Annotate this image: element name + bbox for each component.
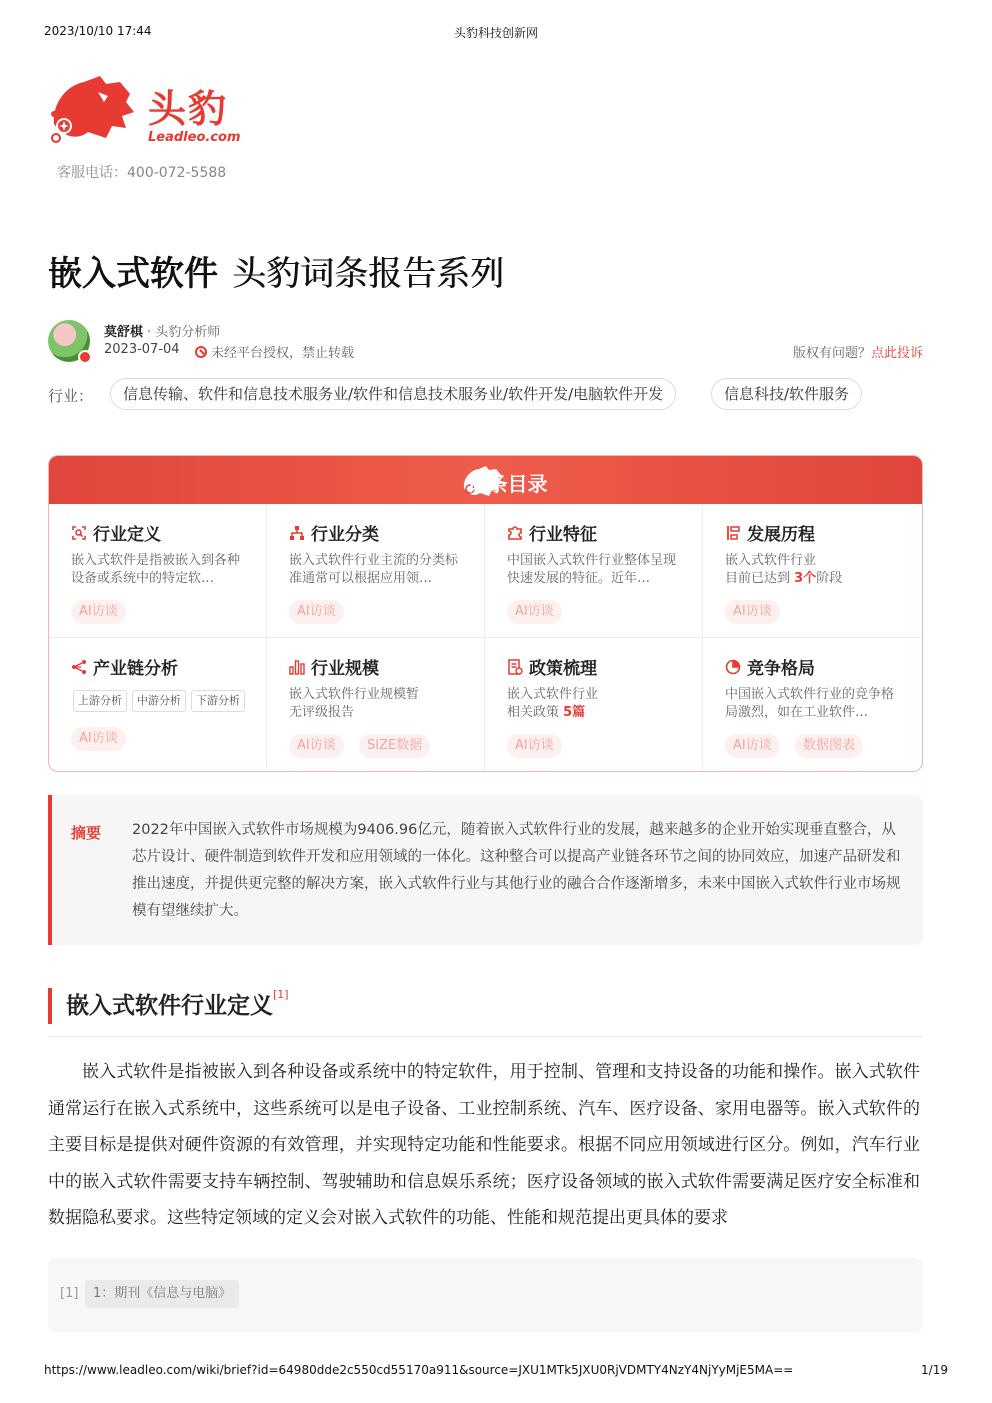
- section-title: [48, 988, 289, 1024]
- policy-count: 5篇: [563, 705, 586, 720]
- references-box: [48, 1258, 923, 1332]
- abstract-box: [48, 795, 923, 945]
- pie-chart-icon: [725, 659, 741, 675]
- midstream-analysis-tag[interactable]: 中游分析: [132, 690, 186, 712]
- toc-item-definition[interactable]: [49, 504, 267, 638]
- toc-title: 词条目录: [467, 472, 548, 496]
- toc-item-desc: 中国嵌入式软件行业整体呈现快速发展的特征。近年…: [507, 553, 677, 586]
- toc-item-title: 政策梳理: [529, 659, 597, 679]
- rights-notice-text: 未经平台授权，禁止转载: [211, 346, 355, 361]
- author-name[interactable]: 莫舒棋: [104, 325, 144, 340]
- print-footer: [44, 1363, 948, 1379]
- rights-notice: [195, 342, 354, 361]
- table-of-contents: [48, 455, 923, 772]
- brand-name-cn: 头豹: [148, 87, 229, 131]
- stage-count: 3个: [794, 571, 817, 586]
- ai-interview-tag[interactable]: AI访谈: [289, 600, 344, 624]
- definition-paragraph: 嵌入式软件是指被嵌入到各种设备或系统中的特定软件，用于控制、管理和支持设备的功能和操作。嵌入式软件通常运行在嵌入式系统中，这些系统可以是电子设备、工业控制系统、汽车、医疗设备、家用电器等。嵌入式软件的主要目标是提供对硬件资源的有效管理，并实现特定功能和性能要求。根据不同应用领域进行区分。例如，汽车行业中的嵌入式软件需要支持车辆控制、驾驶辅助和信息娱乐系统；医疗设备领域的嵌入式软件需要满足医疗安全标准和数据隐私要求。这些特定领域的定义会对嵌入式软件的功能、性能和规范提出更具体的要求: [48, 1062, 920, 1228]
- toc-item-title: 行业规模: [311, 659, 379, 679]
- toc-item-desc-line: 嵌入式软件行业: [507, 687, 599, 702]
- ai-interview-tag[interactable]: AI访谈: [507, 600, 562, 624]
- verified-badge-icon: [78, 350, 92, 364]
- toc-item-title: 行业分类: [311, 525, 379, 545]
- toc-item-desc: [725, 552, 905, 588]
- search-document-icon: [71, 525, 87, 541]
- leadleo-logo[interactable]: [48, 72, 248, 152]
- report-title-series: 头豹词条报告系列: [232, 254, 504, 294]
- reference-number: [1]: [60, 1286, 79, 1301]
- print-header: [44, 24, 948, 42]
- toc-item-desc: [507, 686, 687, 722]
- hierarchy-icon: [289, 525, 305, 541]
- upstream-analysis-tag[interactable]: 上游分析: [73, 690, 127, 712]
- toc-item-title: 产业链分析: [93, 659, 178, 679]
- toc-header: [49, 456, 922, 504]
- author-role: · 头豹分析师: [147, 325, 221, 340]
- page-number: 1/19: [921, 1363, 948, 1377]
- toc-item-title: 行业特征: [529, 525, 597, 545]
- section-divider: [48, 1036, 923, 1037]
- ai-interview-tag[interactable]: AI访谈: [71, 600, 126, 624]
- toc-item-desc: 中国嵌入式软件行业的竞争格局激烈，如在工业软件…: [725, 687, 895, 720]
- toc-item-title: 行业定义: [93, 525, 161, 545]
- toc-grid: [49, 504, 923, 772]
- service-hotline: 客服电话：400-072-5588: [57, 165, 227, 181]
- page-url: https://www.leadleo.com/wiki/brief?id=64980dde2c550cd55170a911&source=JXU1MTk5JXU0RjVDMTY4NzY4NjYyMjE5MA==: [44, 1363, 794, 1377]
- prohibited-icon: [195, 346, 207, 358]
- toc-item-characteristics[interactable]: [485, 504, 703, 638]
- toc-item-classification[interactable]: [267, 504, 485, 638]
- toc-item-desc: 嵌入式软件是指被嵌入到各种设备或系统中的特定软…: [71, 553, 241, 586]
- publish-date: 2023-07-04: [104, 342, 180, 357]
- author-avatar[interactable]: [48, 320, 90, 362]
- toc-item-policy[interactable]: [485, 638, 703, 772]
- toc-item-title: 发展历程: [747, 525, 815, 545]
- toc-item-desc-line: 目前已达到: [725, 571, 795, 586]
- toc-item-history[interactable]: [703, 504, 921, 638]
- industry-label: 行业：: [48, 387, 94, 405]
- print-timestamp: 2023/10/10 17:44: [44, 24, 152, 38]
- toc-item-industry-chain[interactable]: [49, 638, 267, 772]
- leopard-logo-icon: [48, 72, 144, 150]
- section-title-text: 嵌入式软件行业定义: [66, 993, 273, 1019]
- toc-item-market-size[interactable]: [267, 638, 485, 772]
- abstract-label: 摘要: [71, 824, 102, 842]
- ai-interview-tag[interactable]: AI访谈: [289, 734, 344, 758]
- reference-item[interactable]: 1：期刊《信息与电脑》: [85, 1280, 239, 1308]
- toc-item-desc: 嵌入式软件行业规模暂无评级报告: [289, 687, 420, 720]
- industry-tag[interactable]: 信息科技/软件服务: [711, 378, 862, 410]
- ai-interview-tag[interactable]: AI访谈: [725, 734, 780, 758]
- copyright-complaint: [793, 342, 923, 361]
- chain-icon: [71, 659, 87, 675]
- ai-interview-tag[interactable]: AI访谈: [71, 727, 126, 751]
- policy-document-icon: [507, 659, 523, 675]
- puzzle-icon: [507, 525, 523, 541]
- bar-chart-icon: [289, 659, 305, 675]
- toc-item-competition[interactable]: [703, 638, 921, 772]
- toc-item-desc: 嵌入式软件行业主流的分类标准通常可以根据应用领…: [289, 553, 459, 586]
- ai-interview-tag[interactable]: AI访谈: [507, 734, 562, 758]
- brand-name-en: Leadleo.com: [148, 130, 241, 145]
- copyright-question: 版权有问题？: [792, 346, 871, 361]
- report-title: [48, 246, 504, 295]
- report-title-main: 嵌入式软件: [48, 254, 218, 294]
- timeline-icon: [725, 525, 741, 541]
- toc-item-desc-line: 相关政策: [507, 705, 564, 720]
- downstream-analysis-tag[interactable]: 下游分析: [191, 690, 245, 712]
- size-data-tag[interactable]: SIZE数据: [359, 734, 430, 758]
- abstract-text: 2022年中国嵌入式软件市场规模为9406.96亿元，随着嵌入式软件行业的发展，越来越多的企业开始实现垂直整合，从芯片设计、硬件制造到软件开发和应用领域的一体化。这种整合可以提高产业链各环节之间的协同效应，加速产品研发和推出速度，并提供更完整的解决方案，嵌入式软件行业与其他行业的融合合作逐渐增多，未来中国嵌入式软件行业市场规模有望继续扩大。: [132, 822, 901, 919]
- ai-interview-tag[interactable]: AI访谈: [725, 600, 780, 624]
- reference-mark[interactable]: [1]: [273, 988, 289, 1001]
- toc-item-title: 竞争格局: [747, 659, 815, 679]
- complaint-link[interactable]: 点此投诉: [870, 346, 923, 361]
- toc-item-desc-suffix: 阶段: [816, 571, 843, 586]
- industry-tag[interactable]: 信息传输、软件和信息技术服务业/软件和信息技术服务业/软件开发/电脑软件开发: [110, 378, 676, 410]
- print-site-name: 头豹科技创新网: [453, 26, 538, 40]
- data-chart-tag[interactable]: 数据图表: [795, 734, 863, 758]
- toc-item-desc-line: 嵌入式软件行业: [725, 553, 817, 568]
